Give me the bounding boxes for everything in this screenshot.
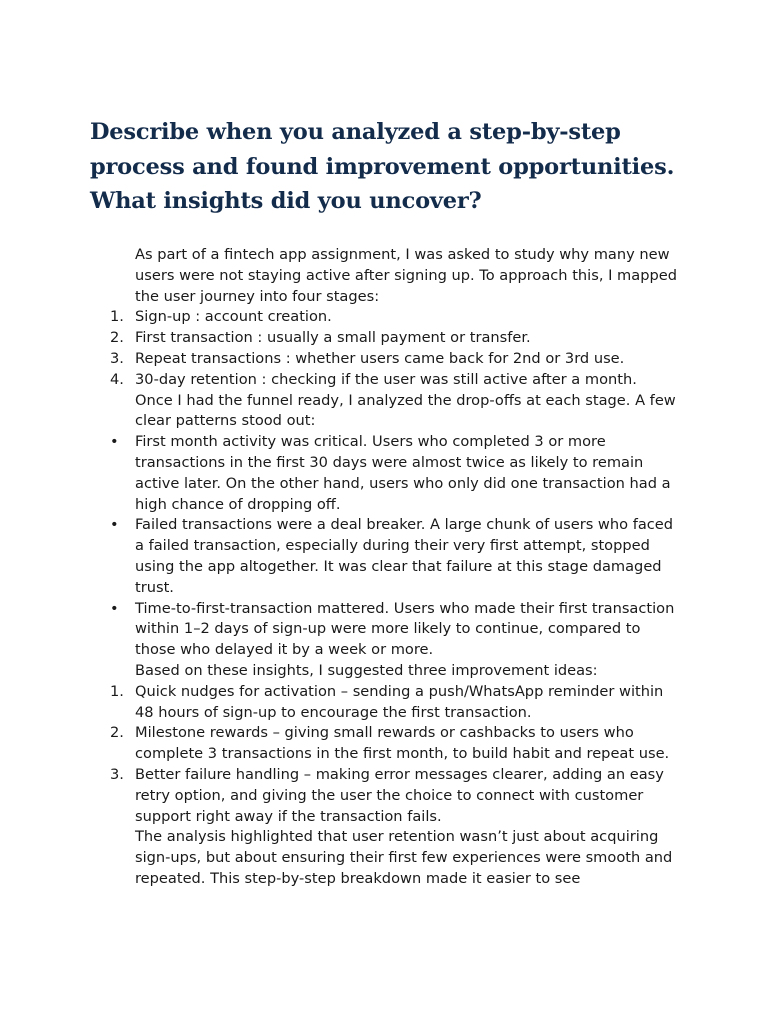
- stages-list: [0, 307, 768, 390]
- list-item: [110, 765, 680, 827]
- list-item-text: Milestone rewards – giving small rewards or cashbacks to users who complete 3 transactions in the first month, to build habit and repeat use.: [135, 724, 670, 763]
- list-number: 1.: [110, 682, 124, 700]
- list-item: [110, 328, 680, 349]
- list-item-text: Time-to-first-transaction mattered. Users who made their first transaction within 1–2 days of sign-up were more likely to continue, compared to those who delayed it by a week or more.: [135, 599, 675, 659]
- list-item: [110, 515, 680, 598]
- list-item: [110, 723, 680, 765]
- list-number: 4.: [110, 370, 124, 388]
- list-item: [110, 307, 680, 328]
- conclusion-paragraph: The analysis highlighted that user retention wasn’t just about acquiring sign-ups, but about ensuring their first few experiences were smooth and repeated. This step-by-step breakdown made it easier to see: [135, 828, 673, 887]
- bullet-icon: •: [110, 433, 119, 451]
- bullet-icon: •: [110, 516, 119, 534]
- list-item: [110, 682, 680, 724]
- list-number: 3.: [110, 349, 124, 367]
- page-title: Describe when you analyzed a step-by-step process and found improvement opportunities. What insights did you uncover?: [90, 119, 675, 214]
- ideas-list: [0, 682, 768, 828]
- list-item: [110, 599, 680, 661]
- patterns-list: [0, 432, 768, 661]
- list-number: 3.: [110, 765, 124, 783]
- patterns-intro-paragraph: Once I had the funnel ready, I analyzed the drop-offs at each stage. A few clear patterns stood out:: [135, 391, 676, 430]
- list-item-text: Failed transactions were a deal breaker. A large chunk of users who faced a failed transaction, especially during their very first attempt, stopped using the app altogether. It was clear that failure at this stage damaged trust.: [135, 516, 674, 596]
- list-item-text: Better failure handling – making error messages clearer, adding an easy retry option, and giving the user the choice to connect with customer support right away if the transaction fails.: [135, 765, 664, 825]
- document-body: [0, 245, 768, 890]
- intro-paragraph: As part of a fintech app assignment, I was asked to study why many new users were not staying active after signing up. To approach this, I mapped the user journey into four stages:: [135, 246, 677, 305]
- bullet-icon: •: [110, 599, 119, 617]
- list-item-text: 30-day retention : checking if the user was still active after a month.: [135, 370, 637, 388]
- list-item-text: Quick nudges for activation – sending a push/WhatsApp reminder within 48 hours of sign-up to encourage the first transaction.: [135, 682, 664, 721]
- list-number: 2.: [110, 724, 124, 742]
- list-item-text: First transaction : usually a small payment or transfer.: [135, 329, 531, 347]
- list-item-text: First month activity was critical. Users who completed 3 or more transactions in the first 30 days were almost twice as likely to remain active later. On the other hand, users who only did one transaction had a high chance of dropping off.: [135, 433, 671, 513]
- list-item-text: Repeat transactions : whether users came back for 2nd or 3rd use.: [135, 349, 625, 367]
- list-item: [110, 370, 680, 391]
- list-number: 2.: [110, 329, 124, 347]
- list-item: [110, 432, 680, 515]
- list-number: 1.: [110, 308, 124, 326]
- list-item: [110, 349, 680, 370]
- list-item-text: Sign-up : account creation.: [135, 308, 332, 326]
- ideas-intro-paragraph: Based on these insights, I suggested three improvement ideas:: [135, 661, 598, 679]
